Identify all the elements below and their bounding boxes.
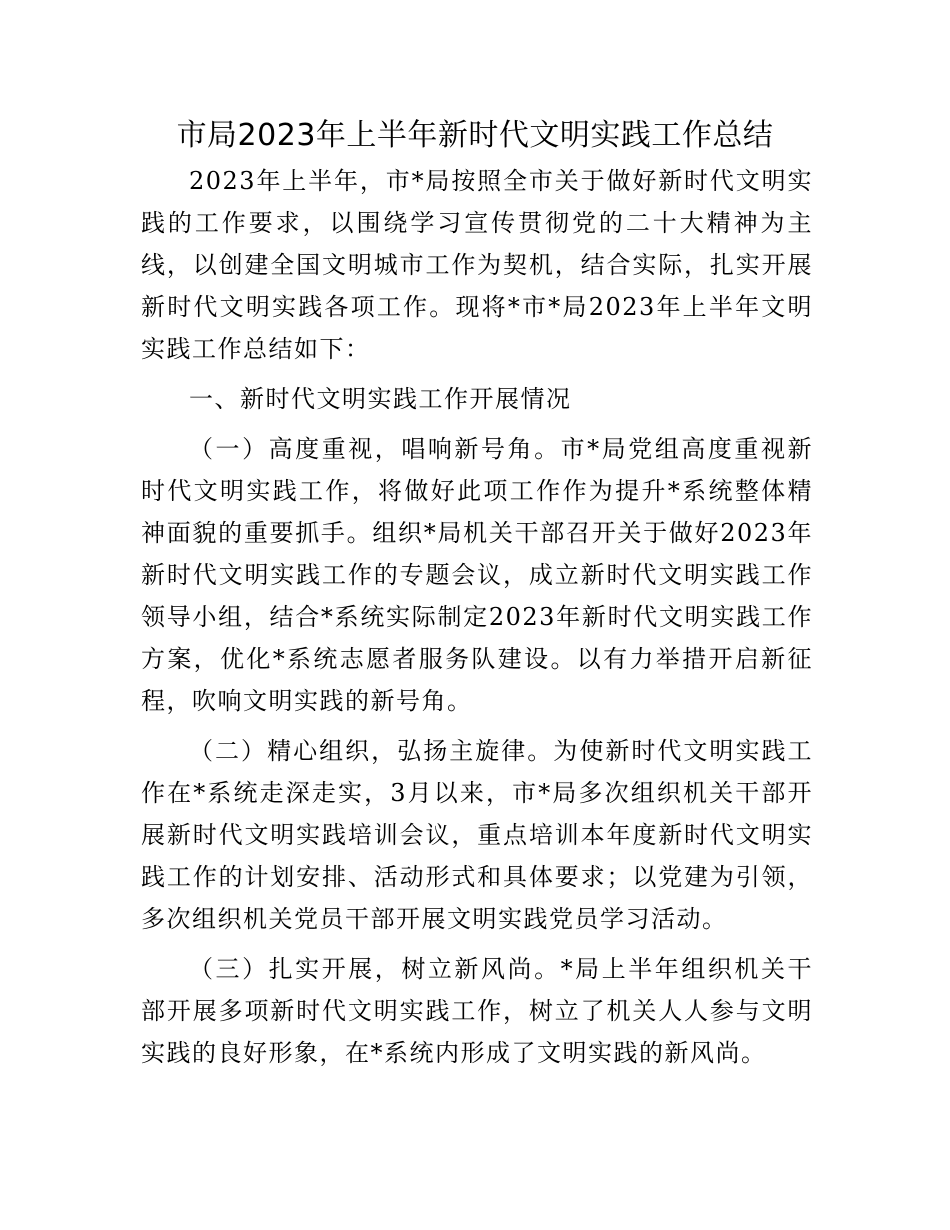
paragraph-item-1: （一）高度重视，唱响新号角。市*局党组高度重视新时代文明实践工作，将做好此项工作作为提升*系统整体精神面貌的重要抓手。组织*局机关干部召开关于做好2023年新时代文明实践工作的专题会议，成立新时代文明实践工作领导小组，结合*系统实际制定2023年新时代文明实践工作方案，优化*系统志愿者服务队建设。以有力举措开启新征程，吹响文明实践的新号角。 (141, 435, 813, 715)
document-title: 市局2023年上半年新时代文明实践工作总结 (176, 118, 774, 153)
paragraph-item-3: （三）扎实开展，树立新风尚。*局上半年组织机关干部开展多项新时代文明实践工作，树立了机关人人参与文明实践的良好形象，在*系统内形成了文明实践的新风尚。 (141, 955, 813, 1067)
paragraph-item-2: （二）精心组织，弘扬主旋律。为使新时代文明实践工作在*系统走深走实，3月以来，市*局多次组织机关干部开展新时代文明实践培训会议，重点培训本年度新时代文明实践工作的计划安排、活动形式和具体要求；以党建为引领，多次组织机关党员干部开展文明实践党员学习活动。 (141, 737, 813, 933)
section-heading-1: 一、新时代文明实践工作开展情况 (189, 385, 572, 413)
document-body (141, 160, 813, 1074)
paragraph-intro: 2023年上半年，市*局按照全市关于做好新时代文明实践的工作要求，以围绕学习宣传贯彻党的二十大精神为主线，以创建全国文明城市工作为契机，结合实际，扎实开展新时代文明实践各项工作。现将*市*局2023年上半年文明实践工作总结如下： (141, 167, 813, 363)
